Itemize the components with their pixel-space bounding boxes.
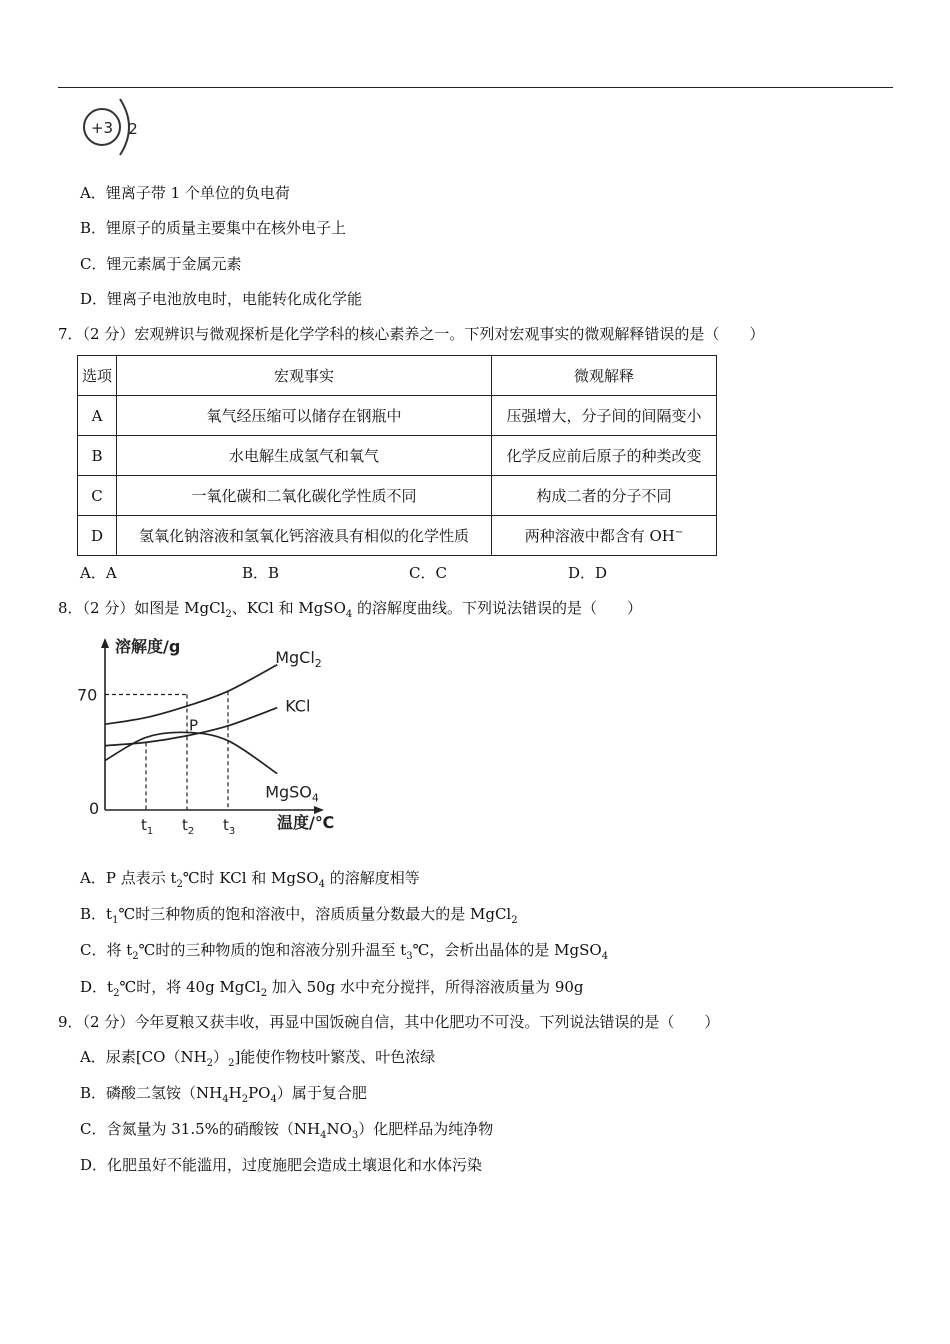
q7-table xyxy=(77,355,717,556)
table-cell: 氢氧化钠溶液和氢氧化钙溶液具有相似的化学性质 xyxy=(117,516,492,556)
y-tick-label: 70 xyxy=(77,685,98,705)
series-line xyxy=(105,665,277,724)
table-cell: A xyxy=(78,396,117,436)
series-line xyxy=(105,732,277,773)
table-cell: 压强增大，分子间的间隔变小 xyxy=(492,396,717,436)
q8-option-b: B．$t_1℃$时三种物质的饱和溶液中，溶质质量分数最大的是 MgCl$_2$ xyxy=(80,905,518,926)
shell-electron-count: 2 xyxy=(128,120,138,138)
q6-option-b: B．锂原子的质量主要集中在核外电子上 xyxy=(80,219,347,237)
table-row xyxy=(78,396,717,436)
q9-option-c: C．含氮量为 31.5%的硝酸铵$(NH_4NO_3)$化肥样品为纯净物 xyxy=(80,1120,494,1141)
q9-option-d: D．化肥虽好不能滥用，过度施肥会造成土壤退化和水体污染 xyxy=(80,1156,483,1174)
q7-option-c: C．C xyxy=(409,564,447,582)
point-p-label: P xyxy=(189,716,199,735)
table-header-row xyxy=(78,356,717,396)
table-cell: 一氧化碳和二氧化碳化学性质不同 xyxy=(117,476,492,516)
atom-structure-diagram xyxy=(80,95,150,157)
q6-option-d: D．锂离子电池放电时，电能转化成化学能 xyxy=(80,290,363,308)
q7-option-a: A．A xyxy=(80,564,117,582)
x-tick-label: $t_1$ xyxy=(141,816,154,837)
table-row xyxy=(78,476,717,516)
table-cell: C xyxy=(78,476,117,516)
solubility-chart xyxy=(70,628,370,840)
q7-option-b: B．B xyxy=(242,564,280,582)
y-axis-arrow xyxy=(101,638,109,648)
table-header-cell: 宏观事实 xyxy=(117,356,492,396)
table-cell: 化学反应前后原子的种类改变 xyxy=(492,436,717,476)
y-axis-label: 溶解度/g xyxy=(115,637,181,656)
x-tick-label: $t_2$ xyxy=(182,816,195,837)
series-label: MgSO$_4$ xyxy=(265,782,319,805)
q6-option-c: C．锂元素属于金属元素 xyxy=(80,255,242,273)
q8-option-d: D．$t_2℃$时，将 40g MgCl$_2$ 加入 50g 水中充分搅拌，所得溶液质量为 90g xyxy=(80,978,584,999)
table-header-cell: 选项 xyxy=(78,356,117,396)
q9-option-a: A．尿素$[CO(NH_2)_2]$能使作物枝叶繁茂、叶色浓绿 xyxy=(80,1048,436,1069)
q8-option-c: C．将 $t_2℃$时的三种物质的饱和溶液分别升温至 $t_3℃$，会析出晶体的是 MgSO$_4$ xyxy=(80,941,609,962)
x-axis-label: 温度/℃ xyxy=(277,813,335,832)
table-cell: 氧气经压缩可以储存在钢瓶中 xyxy=(117,396,492,436)
table-row xyxy=(78,516,717,556)
series-label: MgCl$_2$ xyxy=(275,647,322,670)
table-cell: D xyxy=(78,516,117,556)
nucleus-charge: +3 xyxy=(90,119,114,137)
q9-option-b: B．磷酸二氢铵$(NH_4H_2PO_4)$属于复合肥 xyxy=(80,1084,367,1105)
table-header-cell: 微观解释 xyxy=(492,356,717,396)
q8-option-a: A．P 点表示 $t_2℃$时 KCl 和 MgSO$_4$ 的溶解度相等 xyxy=(80,869,420,890)
table-row xyxy=(78,436,717,476)
q7-options xyxy=(0,563,950,583)
header-rule xyxy=(58,87,893,88)
q7-stem: 7．（2 分）宏观辨识与微观探析是化学学科的核心素养之一。下列对宏观事实的微观解释错误的是（ ） xyxy=(58,325,765,343)
q8-stem: 8．（2 分）如图是 MgCl$_2$、KCl 和 MgSO$_4$ 的溶解度曲线。下列说法错误的是（ ） xyxy=(58,599,643,620)
q9-stem: 9．（2 分）今年夏粮又获丰收，再显中国饭碗自信，其中化肥功不可没。下列说法错误的是（ ） xyxy=(58,1013,720,1031)
q7-option-d: D．D xyxy=(568,564,608,582)
q6-option-a: A．锂离子带 1 个单位的负电荷 xyxy=(80,184,290,202)
table-cell: 水电解生成氢气和氧气 xyxy=(117,436,492,476)
x-tick-label: $t_3$ xyxy=(223,816,236,837)
table-cell: 两种溶液中都含有 OH− xyxy=(492,516,717,556)
table-cell: B xyxy=(78,436,117,476)
series-label: KCl xyxy=(285,696,311,716)
table-cell: 构成二者的分子不同 xyxy=(492,476,717,516)
origin-label: 0 xyxy=(89,799,100,818)
